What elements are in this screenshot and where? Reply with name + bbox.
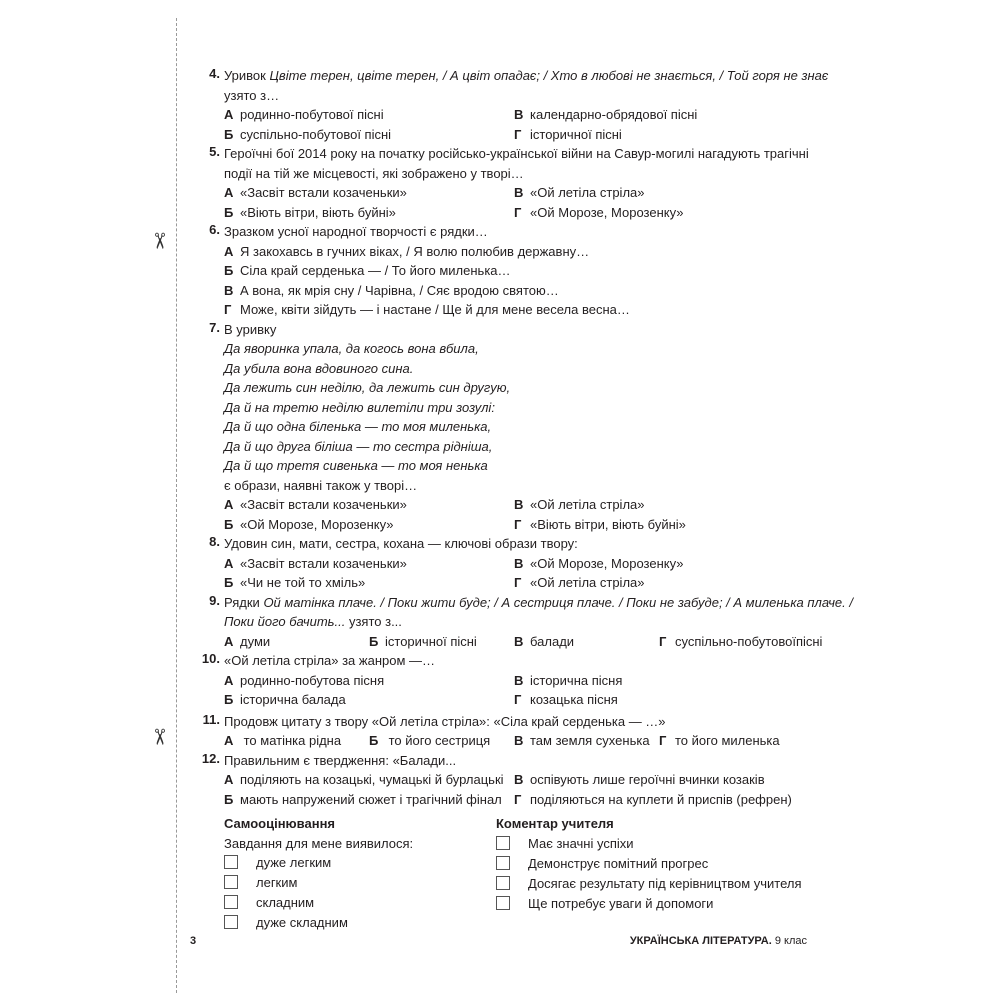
checkbox-icon[interactable] — [224, 875, 238, 889]
option-letter: А — [224, 733, 234, 748]
checkbox-icon[interactable] — [496, 876, 510, 890]
option-text: «Засвіт встали козаченьки» — [240, 185, 407, 200]
self-assessment-subtitle: Завдання для мене виявилося: — [224, 835, 414, 851]
self-assessment-option[interactable] — [224, 853, 413, 873]
answer-option-v[interactable] — [514, 731, 659, 751]
option-text: козацька пісня — [530, 692, 618, 707]
option-letter: Б — [369, 633, 379, 649]
option-letter: В — [514, 672, 524, 688]
footer-grade: 9 клас — [771, 935, 807, 947]
answer-option-g[interactable] — [514, 790, 804, 810]
answer-option-v[interactable] — [514, 770, 804, 790]
answer-option-v[interactable] — [514, 495, 804, 515]
answer-option-v[interactable] — [514, 632, 659, 652]
option-text: то його сестриця — [385, 733, 491, 748]
option-text: «Ой летіла стріла» — [530, 575, 645, 590]
option-letter: Б — [224, 575, 234, 590]
checkbox-icon[interactable] — [496, 896, 510, 910]
option-text: суспільно-побутової пісні — [240, 126, 392, 142]
answer-option-a[interactable] — [224, 242, 812, 262]
option-letter: В — [514, 555, 524, 571]
option-letter: В — [514, 633, 524, 649]
verse-line: Да яворинка упала, да когось вона вбила, — [224, 341, 479, 356]
option-text: «Ой Морозе, Морозенку» — [240, 516, 394, 532]
option-letter: А — [224, 555, 234, 571]
answer-option-v[interactable] — [514, 671, 804, 691]
page-number: 3 — [190, 935, 197, 947]
teacher-comment-option[interactable] — [496, 874, 802, 894]
question-12 — [200, 751, 812, 810]
question-quote: Поки його бачить... — [224, 614, 346, 629]
checkbox-icon[interactable] — [496, 856, 510, 870]
question-number: 9. — [209, 592, 220, 608]
option-letter: А — [224, 633, 234, 649]
answer-options — [224, 105, 812, 144]
question-text: Зразком усної народної творчості є рядки… — [224, 224, 488, 239]
verse-line: Да убила вона вдовиного сина. — [224, 360, 414, 376]
option-letter: Г — [514, 791, 522, 807]
verse-line: Да й що третя сивенька — то моя ненька — [224, 458, 488, 473]
question-lead: Уривок — [224, 68, 270, 83]
option-label: Ще потребує уваги й допомоги — [528, 895, 714, 911]
option-text: там земля сухенька — [530, 733, 650, 748]
verse-line: Да й що одна біленька — то моя миленька, — [224, 419, 492, 434]
answer-option-a[interactable] — [224, 495, 514, 515]
answer-option-v[interactable] — [514, 105, 804, 125]
option-letter: Б — [224, 263, 234, 278]
option-letter: Б — [369, 733, 379, 748]
answer-option-a[interactable] — [224, 183, 514, 203]
footer-title — [630, 935, 807, 947]
option-letter: А — [224, 185, 234, 200]
option-label: дуже легким — [256, 855, 332, 870]
option-letter: Г — [659, 733, 667, 748]
checkbox-icon[interactable] — [496, 836, 510, 850]
answer-option-g[interactable] — [514, 515, 804, 535]
checkbox-icon[interactable] — [224, 915, 238, 929]
answer-option-g[interactable] — [659, 632, 823, 652]
answer-options — [224, 495, 812, 534]
option-text: «Віють вітри, віють буйні» — [530, 516, 686, 532]
answer-option-v[interactable] — [514, 183, 804, 203]
option-text: родинно-побутова пісня — [240, 672, 385, 688]
option-text: «Чи не той то хміль» — [240, 575, 366, 590]
verse-line: Да лежить син неділю, да лежить син другую, — [224, 380, 511, 395]
question-10 — [200, 651, 812, 710]
answer-option-b[interactable] — [369, 632, 514, 652]
answer-option-g[interactable] — [514, 203, 804, 223]
option-letter: А — [224, 672, 234, 688]
option-label: дуже складним — [256, 915, 348, 930]
question-text: Героїчні бої 2014 року на початку російсько-української війни на Савур-могилі нагадують трагічні — [224, 146, 809, 161]
verse-line: Да й що друга біліша — то сестра рідніша, — [224, 438, 493, 454]
questions-area — [200, 66, 853, 809]
option-letter: Б — [224, 204, 234, 220]
option-letter: Г — [514, 204, 522, 220]
answer-option-b[interactable] — [224, 515, 514, 535]
cut-line — [176, 18, 177, 993]
option-text: Сіла край серденька — / То його миленька… — [240, 263, 511, 278]
option-letter: Б — [224, 791, 234, 807]
answer-option-a[interactable] — [224, 554, 514, 574]
teacher-comment-title: Коментар учителя — [496, 816, 614, 831]
option-text: то матінка рідна — [240, 733, 342, 748]
answer-option-g[interactable] — [659, 731, 819, 751]
answer-option-b[interactable] — [224, 125, 514, 145]
answer-option-b[interactable] — [224, 790, 514, 810]
answer-options — [224, 554, 812, 593]
option-letter: Г — [659, 633, 667, 649]
option-letter: Б — [224, 126, 234, 142]
answer-option-a[interactable] — [224, 731, 369, 751]
answer-option-b[interactable] — [224, 203, 514, 223]
answer-option-a[interactable] — [224, 105, 514, 125]
answer-options — [224, 770, 812, 809]
question-quote: Цвіте терен, цвіте терен, / А цвіт опадає; / Хто в любові не знається, / Той горя не знає — [269, 68, 829, 83]
option-letter: Б — [224, 516, 234, 532]
option-text: поділяються на куплети й приспів (рефрен) — [530, 791, 792, 807]
option-label: легким — [256, 875, 298, 890]
option-letter: В — [514, 185, 524, 200]
option-text: «Засвіт встали козаченьки» — [240, 555, 407, 571]
question-number: 8. — [209, 534, 220, 549]
teacher-comment-option[interactable] — [496, 894, 802, 914]
answer-option-g[interactable] — [514, 690, 804, 710]
question-text: Удовин син, мати, сестра, кохана — ключові образи твору: — [224, 536, 578, 551]
option-text: балади — [530, 633, 575, 649]
answer-options — [224, 632, 823, 652]
option-label: складним — [256, 895, 315, 910]
question-text — [224, 593, 853, 613]
scissors-icon: ✂ — [147, 231, 173, 251]
question-number: 5. — [209, 144, 220, 159]
footer-subject: УКРАЇНСЬКА ЛІТЕРАТУРА. — [629, 935, 772, 947]
answer-option-b[interactable] — [369, 731, 514, 751]
answer-options — [224, 731, 812, 751]
question-text-continued: є образи, наявні також у творі… — [224, 477, 418, 493]
option-letter: Г — [514, 692, 522, 707]
option-text: Може, квіти зійдуть — і настане / Ще й для мене весела весна… — [240, 302, 630, 317]
answer-option-a[interactable] — [224, 770, 514, 790]
answer-options — [224, 671, 812, 710]
answer-option-v[interactable] — [514, 554, 804, 574]
question-text-continued: узято з… — [224, 87, 280, 103]
option-letter: В — [514, 733, 524, 748]
teacher-comment — [496, 814, 802, 914]
question-lead: Рядки — [224, 594, 264, 610]
option-text: «Віють вітри, віють буйні» — [240, 204, 396, 220]
question-number: 6. — [209, 222, 220, 237]
option-letter: В — [514, 772, 524, 787]
option-letter: Г — [514, 516, 522, 532]
answer-option-g[interactable] — [224, 300, 812, 320]
option-text: оспівують лише героїчні вчинки козаків — [530, 772, 765, 787]
question-tail: узято з... — [345, 614, 402, 629]
option-letter: Б — [224, 692, 234, 707]
question-text — [224, 66, 829, 86]
option-letter: А — [224, 497, 234, 512]
option-label: Демонструє помітний прогрес — [528, 855, 709, 871]
option-letter: Г — [514, 126, 522, 142]
question-text: «Ой летіла стріла» за жанром —… — [224, 653, 436, 668]
answer-option-b[interactable] — [224, 573, 514, 593]
question-text: Правильним є твердження: «Балади... — [224, 752, 457, 768]
teacher-comment-option[interactable] — [496, 854, 802, 874]
option-letter: А — [224, 772, 234, 787]
question-text-continued — [224, 612, 812, 632]
option-text: поділяють на козацькі, чумацькі й бурлацькі — [240, 772, 504, 787]
option-text: думи — [240, 633, 271, 649]
answer-option-b[interactable] — [224, 261, 812, 281]
answer-option-a[interactable] — [224, 671, 514, 691]
question-4 — [200, 66, 829, 144]
option-text: «Засвіт встали козаченьки» — [240, 497, 407, 512]
option-text: А вона, як мрія сну / Чарівна, / Сяє вродою святою… — [240, 282, 559, 298]
option-text: календарно-обрядової пісні — [530, 107, 698, 122]
option-letter: В — [224, 282, 234, 298]
option-text: Я закохавсь в гучних віках, / Я волю полюбив державну… — [240, 243, 590, 259]
answer-option-b[interactable] — [224, 690, 514, 710]
option-text: мають напружений сюжет і трагічний фінал — [240, 791, 502, 807]
question-9 — [200, 592, 853, 652]
question-text: Продовж цитату з твору «Ой летіла стріла»: «Сіла край серденька — …» — [224, 713, 666, 729]
self-assessment — [224, 814, 413, 933]
question-5 — [200, 144, 812, 222]
option-text: «Ой Морозе, Морозенку» — [530, 204, 684, 220]
option-letter: В — [514, 107, 524, 122]
option-text: родинно-побутової пісні — [240, 107, 384, 122]
option-letter: Г — [224, 302, 232, 317]
question-text-continued: події на тій же місцевості, які зображено у творі… — [224, 165, 524, 181]
question-number: 10. — [201, 651, 220, 666]
question-text: В уривку — [224, 321, 277, 337]
question-number: 7. — [209, 319, 220, 335]
option-label: Досягає результату під керівництвом учителя — [528, 875, 802, 891]
self-assessment-title: Самооцінювання — [224, 816, 336, 831]
option-text: історична балада — [240, 692, 346, 707]
verse-line: Да й на третю неділю вилетіли три зозулі: — [224, 399, 495, 415]
option-letter: А — [224, 243, 234, 259]
answer-option-g[interactable] — [514, 573, 804, 593]
option-letter: А — [224, 107, 234, 122]
answer-option-v[interactable] — [224, 281, 812, 301]
scissors-icon: ✂ — [147, 727, 173, 747]
question-6 — [200, 222, 812, 320]
option-text: історичної пісні — [530, 126, 622, 142]
question-11 — [200, 712, 812, 751]
self-assessment-option[interactable] — [224, 893, 413, 913]
checkbox-icon[interactable] — [224, 895, 238, 909]
question-7 — [200, 320, 812, 535]
question-quote: Ой матінка плаче. / Поки жити буде; / А сестриця плаче. / Поки не забуде; / А миленька плаче. / — [263, 594, 853, 610]
self-assessment-option[interactable] — [224, 873, 413, 893]
option-text: «Ой летіла стріла» — [530, 497, 645, 512]
option-letter: Г — [514, 575, 522, 590]
answer-option-g[interactable] — [514, 125, 804, 145]
option-text: «Ой летіла стріла» — [530, 185, 645, 200]
teacher-comment-option[interactable] — [496, 834, 802, 854]
answer-options — [224, 183, 812, 222]
option-text: історичної пісні — [385, 633, 477, 649]
answer-option-a[interactable] — [224, 632, 369, 652]
option-text: то його миленька — [675, 733, 780, 748]
question-8 — [200, 534, 812, 593]
option-text: «Ой Морозе, Морозенку» — [530, 555, 684, 571]
option-label: Має значні успіхи — [528, 835, 634, 851]
option-text: історична пісня — [530, 672, 623, 688]
question-number: 11. — [202, 711, 220, 727]
checkbox-icon[interactable] — [224, 855, 238, 869]
question-number: 4. — [209, 66, 220, 81]
option-text: суспільно-побутовоїпісні — [675, 633, 823, 649]
self-assessment-option[interactable] — [224, 913, 413, 933]
question-number: 12. — [201, 750, 220, 766]
option-letter: В — [514, 497, 524, 512]
